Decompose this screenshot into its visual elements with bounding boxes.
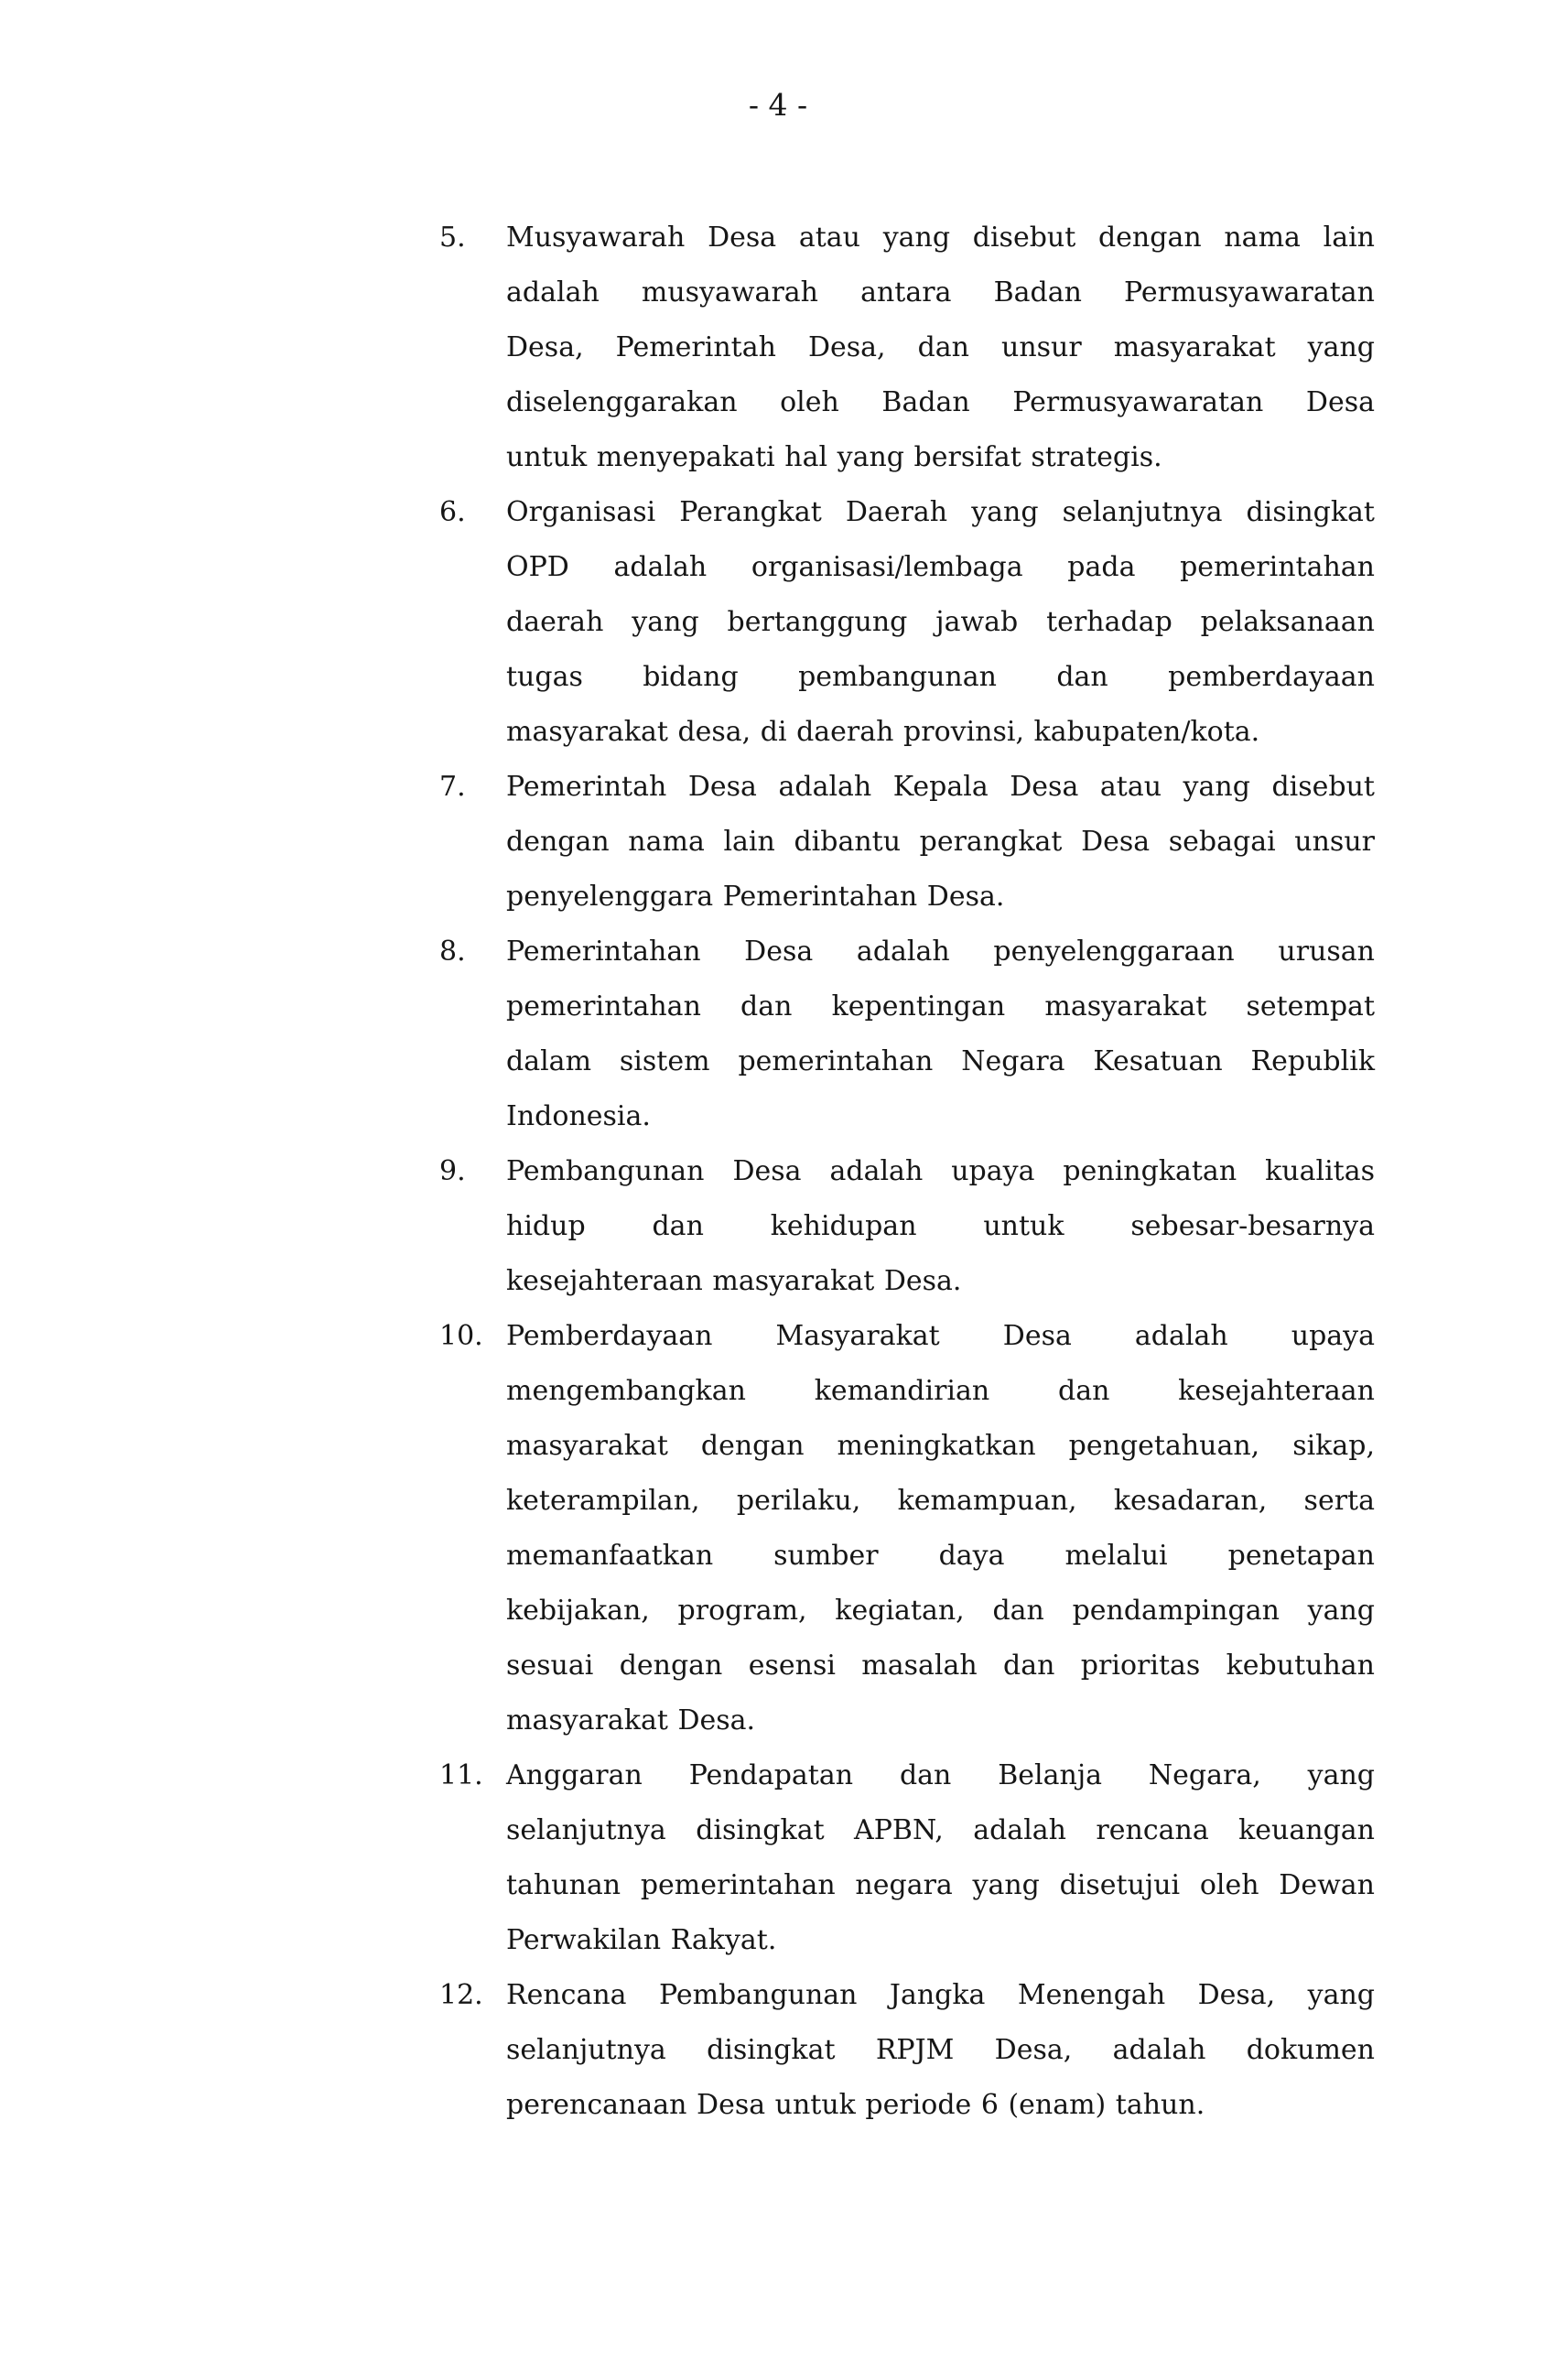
list-item-body: [506, 760, 1375, 925]
text-line: diselenggarakan oleh Badan Permusyawaratan Desa: [506, 386, 1375, 418]
list-item-number: 8.: [439, 936, 466, 968]
list-item-number: 5.: [439, 222, 466, 254]
list-item-number: 6.: [439, 496, 466, 528]
text-line: dalam sistem pemerintahan Negara Kesatuan Republik: [506, 1045, 1375, 1077]
list-item: [439, 1968, 1375, 2133]
text-line: Anggaran Pendapatan dan Belanja Negara, yang: [506, 1759, 1375, 1791]
list-item: [439, 760, 1375, 925]
text-line: masyarakat desa, di daerah provinsi, kabupaten/kota.: [506, 716, 1260, 748]
list-item-body: [506, 925, 1375, 1144]
list-item-number: 11.: [439, 1759, 483, 1791]
text-line: Musyawarah Desa atau yang disebut dengan nama lain: [506, 222, 1375, 254]
list-item: [439, 925, 1375, 1144]
list-item-number: 9.: [439, 1155, 466, 1187]
text-line: masyarakat Desa.: [506, 1704, 756, 1736]
text-line: selanjutnya disingkat RPJM Desa, adalah dokumen: [506, 2034, 1375, 2066]
text-line: masyarakat dengan meningkatkan pengetahuan, sikap,: [506, 1430, 1375, 1462]
text-line: Pemberdayaan Masyarakat Desa adalah upaya: [506, 1320, 1375, 1352]
text-line: kesejahteraan masyarakat Desa.: [506, 1265, 962, 1297]
text-line: Organisasi Perangkat Daerah yang selanjutnya disingkat: [506, 496, 1375, 528]
text-line: tugas bidang pembangunan dan pemberdayaan: [506, 661, 1375, 693]
list-item-number: 10.: [439, 1320, 483, 1352]
text-line: OPD adalah organisasi/lembaga pada pemerintahan: [506, 551, 1375, 583]
text-line: untuk menyepakati hal yang bersifat strategis.: [506, 441, 1162, 473]
text-line: Indonesia.: [506, 1100, 651, 1132]
text-line: penyelenggara Pemerintahan Desa.: [506, 881, 1005, 913]
text-line: Pembangunan Desa adalah upaya peningkatan kualitas: [506, 1155, 1375, 1187]
list-item: [439, 211, 1375, 485]
text-line: Rencana Pembangunan Jangka Menengah Desa, yang: [506, 1979, 1375, 2011]
text-line: selanjutnya disingkat APBN, adalah rencana keuangan: [506, 1814, 1375, 1846]
text-line: adalah musyawarah antara Badan Permusyawaratan: [506, 276, 1375, 308]
list-item-number: 12.: [439, 1979, 483, 2011]
text-line: Perwakilan Rakyat.: [506, 1924, 777, 1956]
definition-list: [439, 211, 1375, 2133]
text-line: kebijakan, program, kegiatan, dan pendampingan yang: [506, 1595, 1375, 1627]
text-line: daerah yang bertanggung jawab terhadap pelaksanaan: [506, 606, 1375, 638]
text-line: tahunan pemerintahan negara yang disetujui oleh Dewan: [506, 1869, 1375, 1901]
page-number: - 4 -: [748, 87, 808, 123]
text-line: dengan nama lain dibantu perangkat Desa sebagai unsur: [506, 826, 1375, 858]
text-line: keterampilan, perilaku, kemampuan, kesadaran, serta: [506, 1485, 1375, 1517]
list-item-body: [506, 1748, 1375, 1968]
list-item: [439, 485, 1375, 760]
text-line: hidup dan kehidupan untuk sebesar-besarnya: [506, 1210, 1375, 1242]
list-item: [439, 1309, 1375, 1748]
list-item-body: [506, 211, 1375, 485]
text-line: Desa, Pemerintah Desa, dan unsur masyarakat yang: [506, 331, 1375, 363]
text-line: sesuai dengan esensi masalah dan prioritas kebutuhan: [506, 1650, 1375, 1682]
list-item-number: 7.: [439, 771, 466, 803]
list-item: [439, 1144, 1375, 1309]
text-line: perencanaan Desa untuk periode 6 (enam) tahun.: [506, 2089, 1205, 2121]
text-line: mengembangkan kemandirian dan kesejahteraan: [506, 1375, 1375, 1407]
text-line: Pemerintah Desa adalah Kepala Desa atau yang disebut: [506, 771, 1375, 803]
text-line: Pemerintahan Desa adalah penyelenggaraan urusan: [506, 936, 1375, 968]
list-item-body: [506, 1144, 1375, 1309]
list-item-body: [506, 1309, 1375, 1748]
text-line: memanfaatkan sumber daya melalui penetapan: [506, 1540, 1375, 1572]
text-line: pemerintahan dan kepentingan masyarakat setempat: [506, 990, 1375, 1022]
list-item: [439, 1748, 1375, 1968]
list-item-body: [506, 1968, 1375, 2133]
list-item-body: [506, 485, 1375, 760]
